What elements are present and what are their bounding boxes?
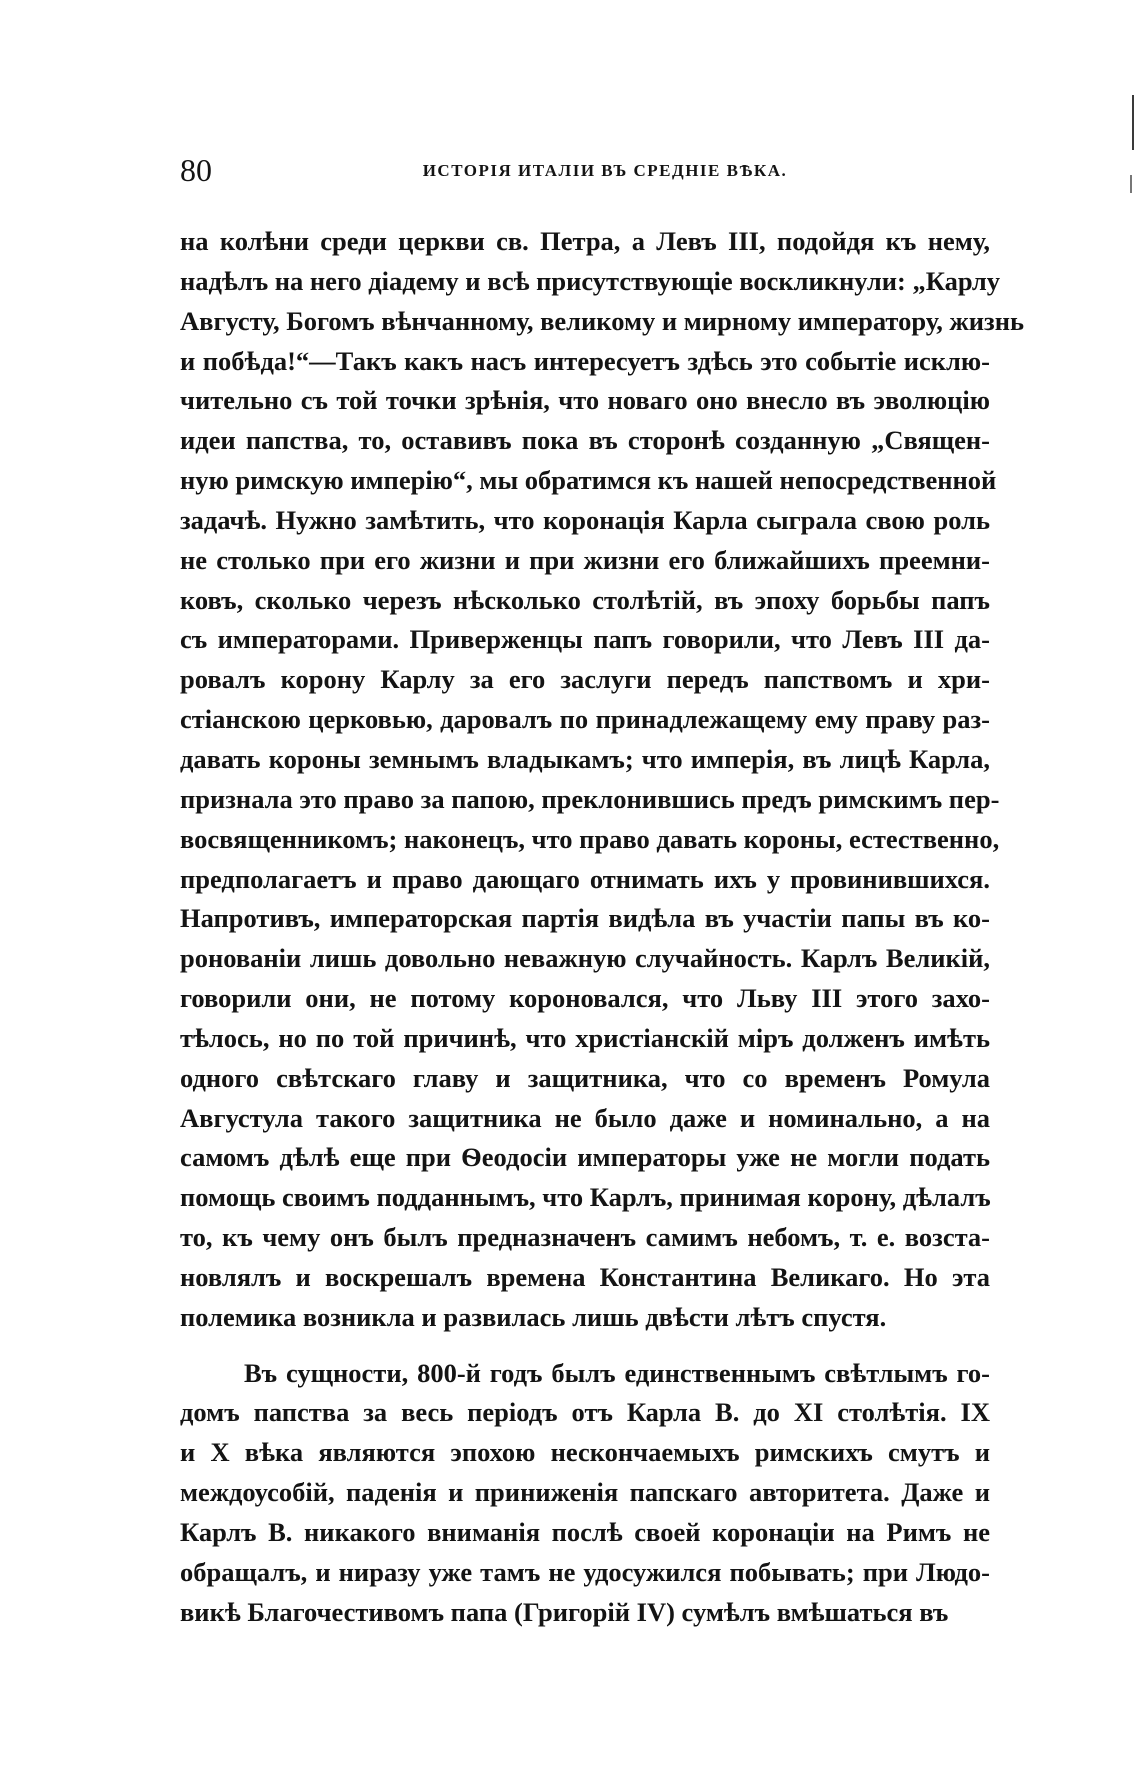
text-line: помощь своимъ подданнымъ, что Карлъ, принимая корону, дѣлалъ — [180, 1182, 991, 1213]
text-line: задачѣ. Нужно замѣтить, что коронація Карла сыграла свою роль — [180, 504, 990, 535]
text-line: признала это право за папою, преклонившись предъ римскимъ пер- — [180, 783, 1000, 814]
text-line: то, къ чему онъ былъ предназначенъ самимъ небомъ, т. е. возста- — [180, 1222, 990, 1253]
text-line: чительно съ той точки зрѣнія, что новаго оно внесло въ эволюцію — [180, 385, 990, 416]
paragraph-gap — [180, 1338, 990, 1354]
text-line: одного свѣтскаго главу и защитника, что со временъ Ромула — [180, 1062, 990, 1093]
page-header — [180, 150, 990, 198]
text-line: тѣлось, но по той причинѣ, что христіанскій міръ долженъ имѣть — [180, 1022, 990, 1053]
text-line: новлялъ и воскрешалъ времена Константина Великаго. Но эта — [180, 1261, 990, 1292]
text-line: Карлъ В. никакого вниманія послѣ своей коронаціи на Римъ не — [180, 1517, 990, 1547]
text-line: восвященникомъ; наконецъ, что право давать короны, естественно, — [180, 823, 1000, 854]
text-line: съ императорами. Приверженцы папъ говорили, что Левъ III да- — [180, 624, 990, 655]
text-line: надѣлъ на него діадему и всѣ присутствующіе воскликнули: „Карлу — [180, 265, 1001, 296]
text-line: говорили они, не потому короновался, что Льву III этого захо- — [180, 983, 990, 1014]
paragraph — [180, 1354, 990, 1633]
text-line: и X вѣка являются эпохою нескончаемыхъ римскихъ смутъ и — [180, 1437, 990, 1468]
text-line: Августу, Богомъ вѣнчанному, великому и мирному императору, жизнь — [180, 305, 1024, 336]
text-line: ровалъ корону Карлу за его заслуги передъ папствомъ и хри- — [180, 664, 990, 695]
text-line: обращалъ, и ниразу уже тамъ не удосужился побывать; при Людо- — [180, 1556, 990, 1587]
text-line: не столько при его жизни и при жизни его ближайшихъ преемни- — [180, 544, 990, 575]
text-body — [180, 222, 1024, 1633]
text-line: на колѣни среди церкви св. Петра, а Левъ III, подойдя къ нему, — [180, 226, 990, 256]
text-line: стіанскою церковью, даровалъ по принадлежащему ему праву раз- — [180, 704, 990, 735]
text-line: ронованіи лишь довольно неважную случайность. Карлъ Великій, — [180, 943, 990, 974]
text-line: предполагаетъ и право дающаго отнимать ихъ у провинившихся. — [180, 863, 990, 894]
text-line: полемика возникла и развилась лишь двѣсти лѣтъ спустя. — [180, 1301, 887, 1332]
running-title: ИСТОРІЯ ИТАЛІИ ВЪ СРЕДНІЕ ВѢКА. — [422, 161, 788, 180]
text-line: домъ папства за весь періодъ отъ Карла В. до XI столѣтія. IX — [180, 1397, 990, 1428]
text-line: междоусобій, паденія и приниженія папскаго авторитета. Даже и — [180, 1477, 990, 1508]
text-line: ковъ, сколько черезъ нѣсколько столѣтій, въ эпоху борьбы папъ — [180, 584, 990, 615]
text-line: Напротивъ, императорская партія видѣла въ участіи папы въ ко- — [180, 903, 990, 934]
text-line: и побѣда!“—Такъ какъ насъ интересуетъ здѣсь это событіе исклю- — [180, 345, 990, 376]
text-line: идеи папства, то, оставивъ пока въ сторонѣ созданную „Священ- — [180, 425, 990, 456]
paragraph — [180, 222, 1024, 1338]
text-line: давать короны земнымъ владыкамъ; что имперія, въ лицѣ Карла, — [180, 743, 990, 774]
text-line: Въ сущности, 800-й годъ былъ единственнымъ свѣтлымъ го- — [244, 1357, 990, 1388]
text-line: Августула такого защитника не было даже и номинально, а на — [180, 1102, 990, 1133]
text-line: самомъ дѣлѣ еще при Ѳеодосіи императоры уже не могли подать — [180, 1142, 990, 1173]
text-line: викѣ Благочестивомъ папа (Григорій IV) сумѣлъ вмѣшаться въ — [180, 1596, 949, 1627]
scan-edge-mark — [1130, 175, 1132, 193]
scan-edge-mark — [1132, 95, 1134, 150]
page-number: 80 — [180, 152, 212, 188]
text-line: ную римскую имперію“, мы обратимся къ нашей непосредственной — [180, 465, 997, 496]
